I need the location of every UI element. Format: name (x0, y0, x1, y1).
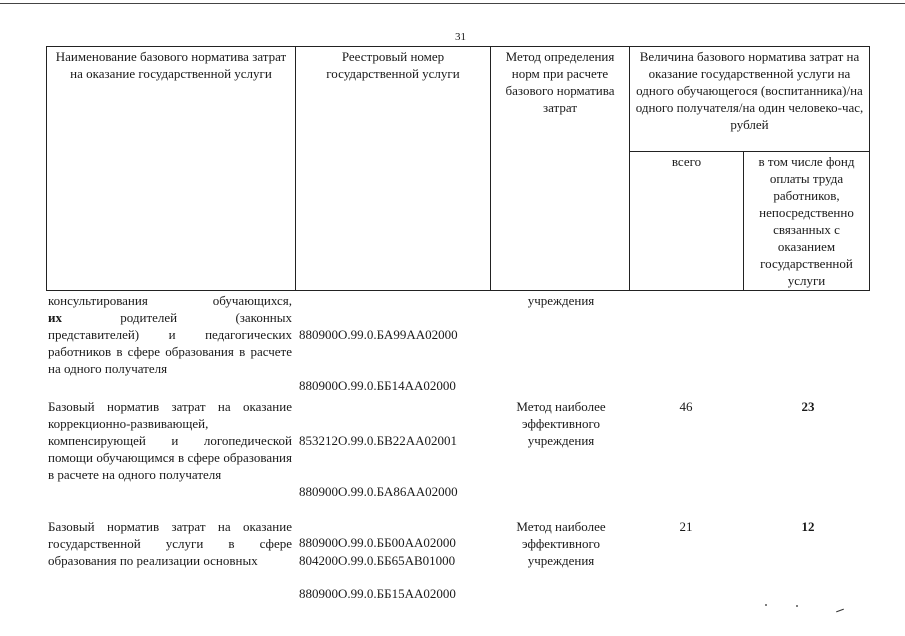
header-col-value-text: Величина базового норматива затрат на оказание государственной услуги на одного обучающегося (воспитанника)/на одного получателя/на один человеко-час, рублей (635, 49, 864, 132)
register-code: 880900О.99.0.БА86АА02000 (299, 484, 458, 499)
register-code: 880900О.99.0.БА99АА02000 (299, 327, 458, 342)
row1-name-word: (законных (235, 310, 292, 325)
header-col-name-text: Наименование базового норматива затрат на оказание государственной услуги (55, 49, 287, 81)
row1-name-line2 (48, 309, 292, 326)
row3-fot: 12 (801, 519, 815, 534)
scan-mark (836, 609, 844, 613)
scan-speck (796, 605, 798, 607)
scan-speck (765, 604, 767, 606)
row2-total: 46 (679, 399, 693, 414)
register-code: 880900О.99.0.ББ00АА02000 (299, 535, 456, 550)
row2-name: Базовый норматив затрат на оказание коррекционно-развивающей, компенсирующей и логопедической помощи обучающимся в сфере образования в расчете на одного получателя (48, 399, 292, 482)
row3-name: Базовый норматив затрат на оказание государственной услуги в сфере образования по реализации основных (48, 519, 292, 568)
row1-name-rest: представителей) и педагогических работников в сфере образования в расчете на одного получателя (48, 327, 292, 376)
header-col-method (490, 46, 630, 291)
register-code: 880900О.99.0.ББ15АА02000 (299, 586, 456, 601)
header-col-method-text: Метод определения норм при расчете базового норматива затрат (505, 49, 615, 115)
page-number: 31 (455, 31, 466, 43)
header-col-value-total (629, 151, 744, 291)
row2-fot: 23 (801, 399, 815, 414)
header-col-value (629, 46, 870, 152)
row3-codes (299, 518, 455, 603)
header-col-value-fot-text: в том числе фонд оплаты труда работников, непосредственно связанных с оказанием государственной услуги (758, 154, 855, 288)
register-code: 804200О.99.0.ББ65АВ01000 (299, 553, 456, 568)
header-col-register (295, 46, 491, 291)
row3-total: 21 (679, 519, 693, 534)
register-code: 853212О.99.0.БВ22АА02001 (299, 433, 458, 448)
row1-method: учреждения (527, 293, 595, 308)
row1-name-word: обучающихся, (212, 293, 292, 308)
register-code: 880900О.99.0.ББ14АА02000 (299, 378, 456, 393)
row3-method: Метод наиболее эффективного учреждения (516, 519, 606, 568)
header-col-value-total-text: всего (671, 154, 702, 169)
row1-name (48, 292, 292, 377)
row2-method: Метод наиболее эффективного учреждения (516, 399, 606, 448)
row1-name-word: консультирования (48, 293, 148, 308)
header-col-name (46, 46, 296, 291)
row1-name-word: родителей (120, 310, 178, 325)
row1-name-line1 (48, 292, 292, 309)
header-col-value-fot (743, 151, 870, 291)
header-col-register-text: Реестровый номер государственной услуги (326, 49, 460, 81)
top-border-line (0, 3, 905, 4)
row1-name-word: их (48, 310, 62, 325)
